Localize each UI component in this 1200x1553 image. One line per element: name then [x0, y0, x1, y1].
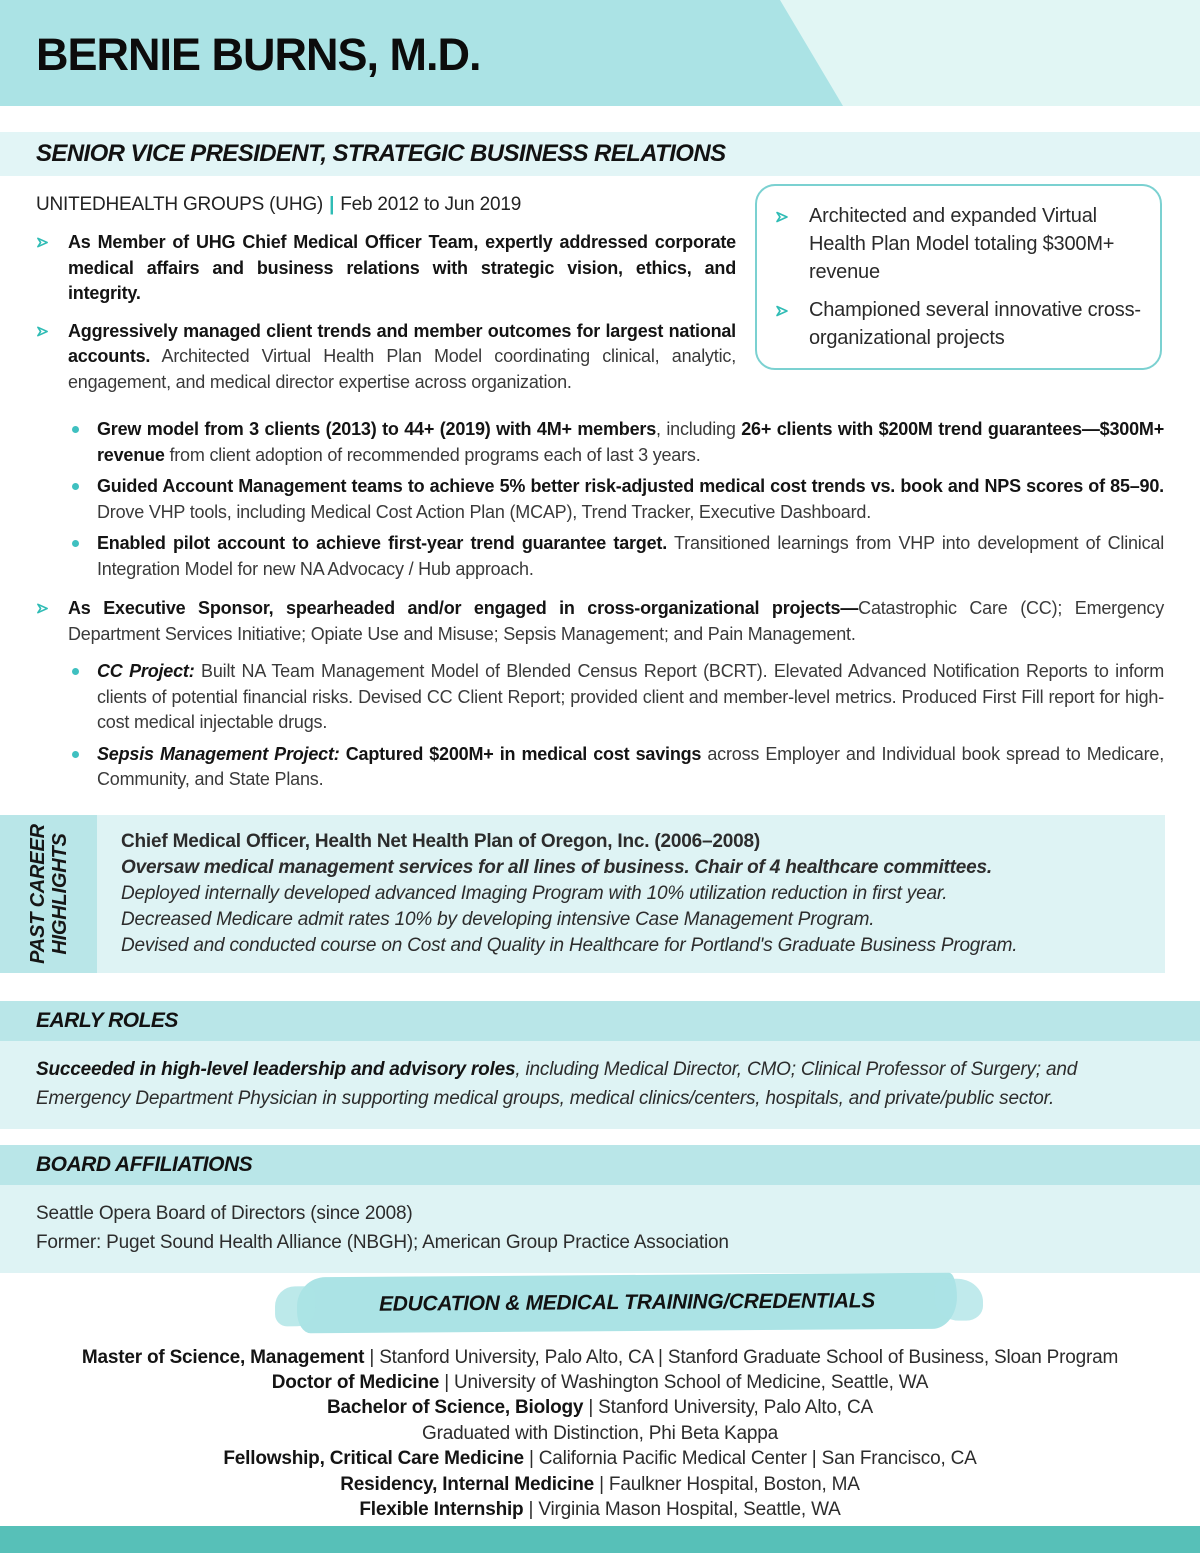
bullet-item — [36, 319, 736, 396]
board-affiliations-body — [0, 1185, 1200, 1273]
arrow-bullet-icon — [36, 230, 68, 307]
past-career-label: PAST CAREER HIGHLIGHTS — [26, 823, 71, 964]
bullet-item — [72, 531, 1164, 582]
past-career-content — [97, 815, 1165, 973]
education-line: Graduated with Distinction, Phi Beta Kappa — [422, 1422, 778, 1444]
past-role-line: Devised and conducted course on Cost and Quality in Healthcare for Portland's Graduate Business Program. — [121, 934, 1018, 956]
callout-item-text: Architected and expanded Virtual Health Plan Model totaling $300M+ revenue — [809, 205, 1115, 283]
primary-bullets — [36, 230, 736, 395]
early-roles-header: EARLY ROLES — [0, 1001, 1200, 1041]
education-line: Bachelor of Science, Biology | Stanford University, Palo Alto, CA — [327, 1397, 873, 1419]
past-career-section — [0, 815, 1165, 973]
dot-bullet-icon — [72, 417, 97, 468]
dot-bullet-icon — [72, 742, 97, 793]
candidate-name: BERNIE BURNS, M.D. — [36, 29, 481, 80]
past-role-line: Deployed internally developed advanced Imaging Program with 10% utilization reduction in first year. — [121, 882, 948, 904]
bullet-item — [36, 230, 736, 307]
arrow-bullet-icon — [36, 596, 68, 647]
sub-bullets — [36, 417, 1164, 582]
bullet-item — [72, 742, 1164, 793]
bullet-text: Guided Account Management teams to achieve 5% better risk-adjusted medical cost trends vs. book and NPS scores of 85–90. Drove VHP tools, including Medical Cost Action Plan (MCAP), Trend Tracker, Executive Dashboard. — [97, 476, 1164, 522]
arrow-bullet-icon — [767, 296, 809, 352]
bullet-text: Grew model from 3 clients (2013) to 44+ (2019) with 4M+ members, including 26+ clients with $200M trend guarantees—$300M+ revenue from client adoption of recommended programs each of last 3 years. — [97, 419, 1164, 465]
past-role-line: Decreased Medicare admit rates 10% by developing intensive Case Management Program. — [121, 908, 875, 930]
education-line: Fellowship, Critical Care Medicine | California Pacific Medical Center | San Francisco, CA — [223, 1448, 977, 1470]
bullet-item — [72, 659, 1164, 736]
past-career-sidebar — [0, 815, 97, 973]
bullet-text: CC Project: Built NA Team Management Model of Blended Census Report (BCRT). Elevated Advanced Notification Reports to inform clients of potential financial risks. Devised CC Client Report; provided client and member-level metrics. Produced First Fill report for high-cost medical injectable drugs. — [97, 661, 1164, 732]
bullet-item — [72, 474, 1164, 525]
experience-section — [0, 176, 1200, 793]
header-banner — [0, 0, 1200, 106]
highlights-callout-box — [755, 184, 1162, 370]
callout-item-text: Championed several innovative cross-organizational projects — [809, 299, 1141, 349]
job-title: SENIOR VICE PRESIDENT, STRATEGIC BUSINESS RELATIONS — [36, 140, 726, 167]
bullet-text: Sepsis Management Project: Captured $200M+ in medical cost savings across Employer and Individual book spread to Medicare, Community, and State Plans. — [97, 743, 1164, 789]
education-line: Flexible Internship | Virginia Mason Hospital, Seattle, WA — [359, 1498, 841, 1520]
footer-bar — [0, 1526, 1200, 1553]
education-line: Doctor of Medicine | University of Washington School of Medicine, Seattle, WA — [271, 1371, 929, 1393]
employment-dates: Feb 2012 to Jun 2019 — [340, 194, 522, 215]
board-affiliations-header: BOARD AFFILIATIONS — [0, 1145, 1200, 1185]
bullet-item — [72, 417, 1164, 468]
education-heading: EDUCATION & MEDICAL TRAINING/CREDENTIALS — [378, 1288, 876, 1316]
education-line: Master of Science, Management | Stanford University, Palo Alto, CA | Stanford Graduate School of Business, Sloan Program — [81, 1346, 1119, 1368]
separator-pipe: | — [329, 194, 335, 215]
dot-bullet-icon — [72, 659, 97, 736]
board-line: Former: Puget Sound Health Alliance (NBGH); American Group Practice Association — [36, 1231, 729, 1253]
arrow-bullet-icon — [767, 202, 809, 286]
bullet-text: Enabled pilot account to achieve first-year trend guarantee target. Transitioned learnings from VHP into development of Clinical Integration Model for new NA Advocacy / Hub approach. — [97, 533, 1165, 579]
bullet-text: As Member of UHG Chief Medical Officer Team, expertly addressed corporate medical affairs and business relations with strategic vision, ethics, and integrity. — [68, 232, 736, 303]
education-brush-stroke — [297, 1272, 957, 1333]
board-line: Seattle Opera Board of Directors (since 2008) — [36, 1202, 413, 1224]
past-role-subheading: Oversaw medical management services for all lines of business. Chair of 4 healthcare committees. — [121, 856, 992, 878]
employer-name: UNITEDHEALTH GROUPS (UHG) — [36, 194, 324, 215]
education-line: Residency, Internal Medicine | Faulkner Hospital, Boston, MA — [340, 1473, 860, 1495]
job-title-band — [0, 132, 1200, 176]
dot-bullet-icon — [72, 474, 97, 525]
bullet-text: As Executive Sponsor, spearheaded and/or engaged in cross-organizational projects—Catastrophic Care (CC); Emergency Department Services Initiative; Opiate Use and Misuse; Sepsis Management; and Pain Management. — [68, 598, 1165, 644]
arrow-bullet-icon — [36, 319, 68, 396]
bullet-item — [36, 596, 1164, 647]
dot-bullet-icon — [72, 531, 97, 582]
bullet-text: Aggressively managed client trends and member outcomes for largest national accounts. Architected Virtual Health Plan Model coordinating clinical, analytic, engagement, and medical director expertise across organization. — [68, 320, 736, 392]
past-role-heading: Chief Medical Officer, Health Net Health Plan of Oregon, Inc. (2006–2008) — [121, 830, 760, 852]
callout-item — [767, 296, 1142, 352]
education-list — [0, 1345, 1200, 1548]
callout-item — [767, 202, 1142, 286]
early-roles-body: Succeeded in high-level leadership and advisory roles, including Medical Director, CMO; Clinical Professor of Surgery; and Emergency Department Physician in supporting medical groups, medical clinics/centers, hospitals, and private/public sector. — [0, 1041, 1200, 1129]
